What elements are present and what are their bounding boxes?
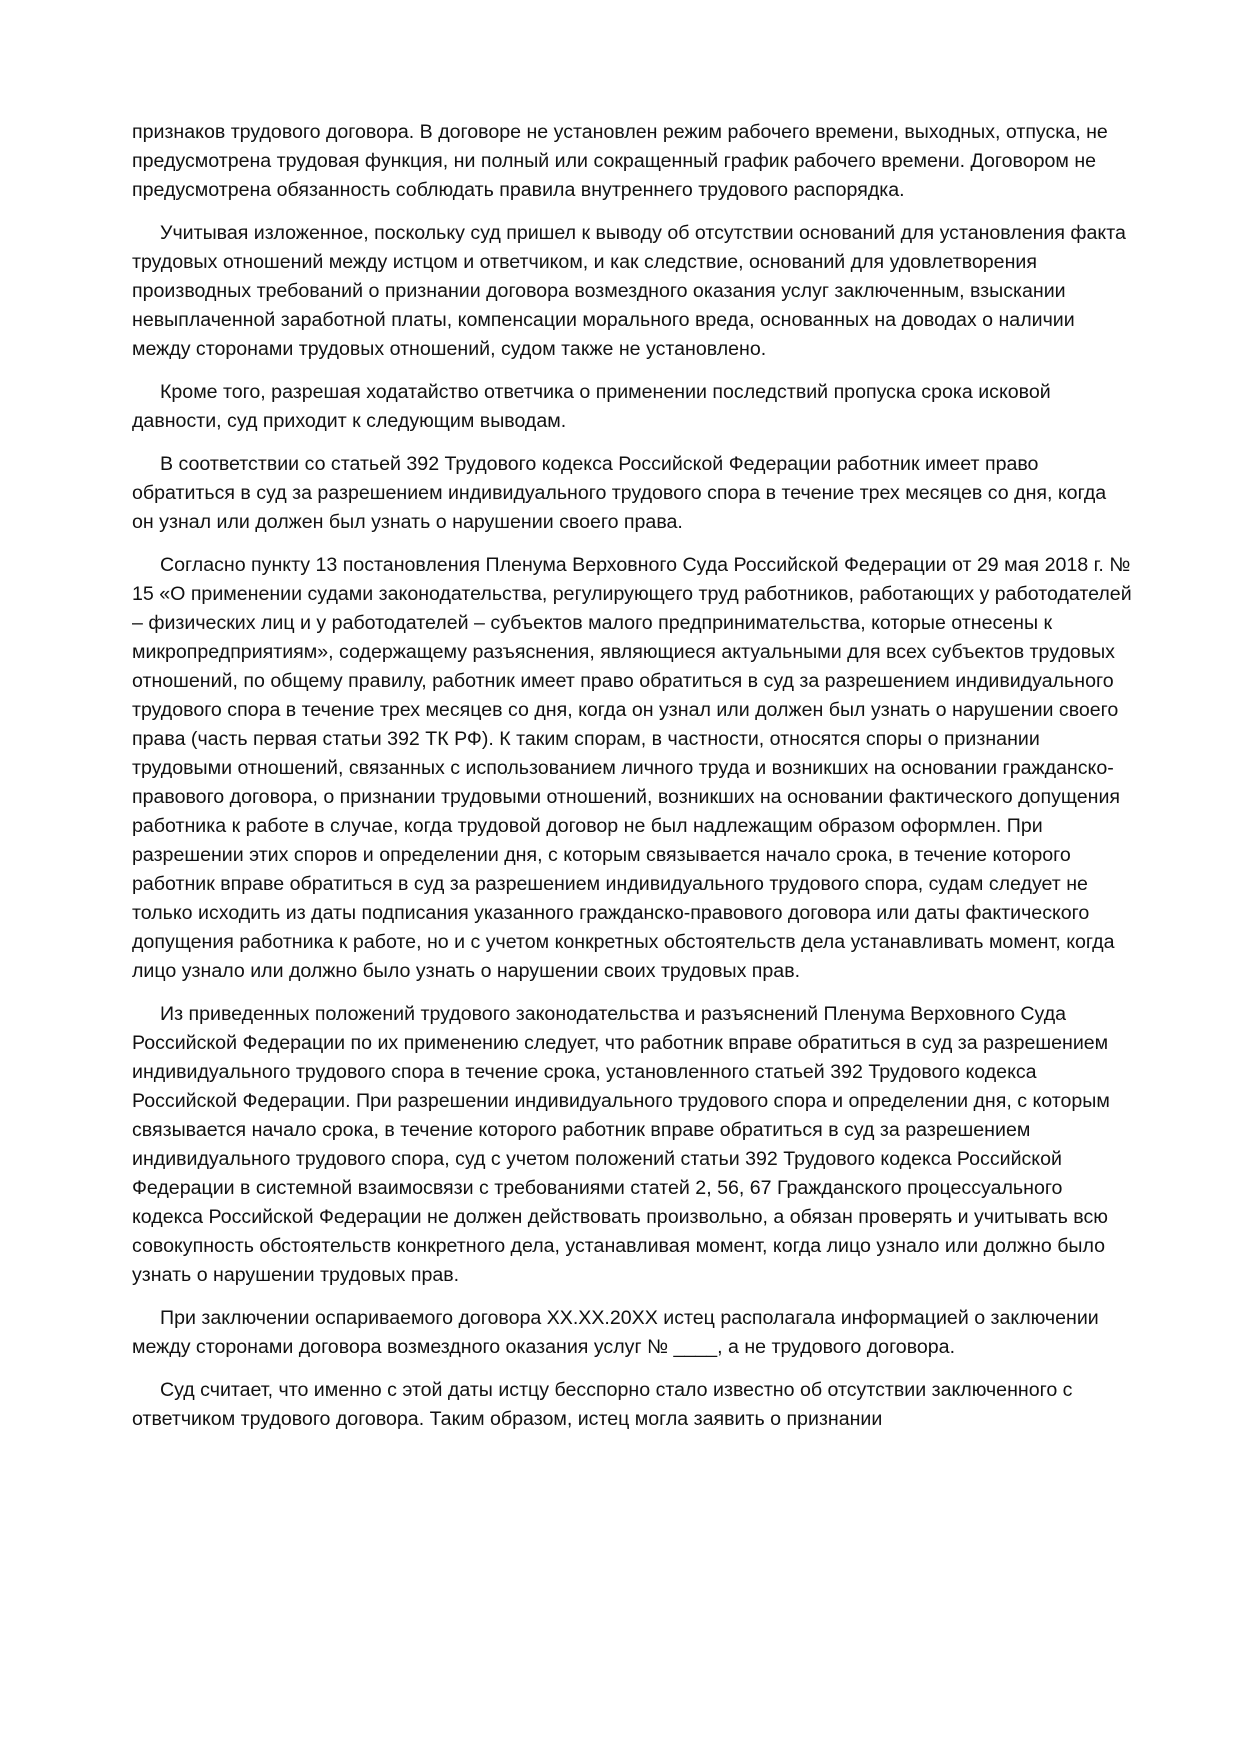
- paragraph-1: признаков трудового договора. В договоре не установлен режим рабочего времени, выходных, отпуска, не предусмотрена трудовая функция, ни полный или сокращенный график рабочего времени. Договором не предусмотрена обязанность соблюдать правила внутреннего трудового распорядка.: [132, 121, 1108, 201]
- paragraph-6: Из приведенных положений трудового законодательства и разъяснений Пленума Верховного Суда Российской Федерации по их применению следует, что работник вправе обратиться в суд за разрешением индивидуального трудового спора в течение срока, установленного статьей 392 Трудового кодекса Российской Федерации. При разрешении индивидуального трудового спора и определении дня, с которым связывается начало срока, в течение которого работник вправе обратиться в суд за разрешением индивидуального трудового спора, суд с учетом положений статьи 392 Трудового кодекса Российской Федерации в системной взаимосвязи с требованиями статей 2, 56, 67 Гражданского процессуального кодекса Российской Федерации не должен действовать произвольно, а обязан проверять и учитывать всю совокупность обстоятельств конкретного дела, устанавливая момент, когда лицо узнало или должно было узнать о нарушении трудовых прав.: [132, 1003, 1110, 1286]
- paragraph-4: В соответствии со статьей 392 Трудового кодекса Российской Федерации работник имеет право обратиться в суд за разрешением индивидуального трудового спора в течение трех месяцев со дня, когда он узнал или должен был узнать о нарушении своего права.: [132, 453, 1107, 533]
- paragraph-2: Учитывая изложенное, поскольку суд пришел к выводу об отсутствии оснований для установления факта трудовых отношений между истцом и ответчиком, и как следствие, оснований для удовлетворения производных требований о признании договора возмездного оказания услуг заключенным, взыскании невыплаченной заработной платы, компенсации морального вреда, основанных на доводах о наличии между сторонами трудовых отношений, судом также не установлено.: [132, 222, 1126, 360]
- paragraph-7: При заключении оспариваемого договора XX.XX.20XX истец располагала информацией о заключении между сторонами договора возмездного оказания услуг № ____, а не трудового договора.: [132, 1307, 1099, 1358]
- document-page: [132, 118, 1132, 1448]
- paragraph-8: Суд считает, что именно с этой даты истцу бесспорно стало известно об отсутствии заключенного с ответчиком трудового договора. Таким образом, истец могла заявить о признании: [132, 1379, 1073, 1430]
- paragraph-3: Кроме того, разрешая ходатайство ответчика о применении последствий пропуска срока исковой давности, суд приходит к следующим выводам.: [132, 381, 1051, 432]
- paragraph-5: Согласно пункту 13 постановления Пленума Верховного Суда Российской Федерации от 29 мая 2018 г. № 15 «О применении судами законодательства, регулирующего труд работников, работающих у работодателей – физических лиц и у работодателей – субъектов малого предпринимательства, которые отнесены к микропредприятиям», содержащему разъяснения, являющиеся актуальными для всех субъектов трудовых отношений, по общему правилу, работник имеет право обратиться в суд за разрешением индивидуального трудового спора в течение трех месяцев со дня, когда он узнал или должен был узнать о нарушении своего права (часть первая статьи 392 ТК РФ). К таким спорам, в частности, относятся споры о признании трудовыми отношений, связанных с использованием личного труда и возникших на основании гражданско-правового договора, о признании трудовыми отношений, возникших на основании фактического допущения работника к работе в случае, когда трудовой договор не был надлежащим образом оформлен. При разрешении этих споров и определении дня, с которым связывается начало срока, в течение которого работник вправе обратиться в суд за разрешением индивидуального трудового спора, судам следует не только исходить из даты подписания указанного гражданско-правового договора или даты фактического допущения работника к работе, но и с учетом конкретных обстоятельств дела устанавливать момент, когда лицо узнало или должно было узнать о нарушении своих трудовых прав.: [132, 554, 1132, 982]
